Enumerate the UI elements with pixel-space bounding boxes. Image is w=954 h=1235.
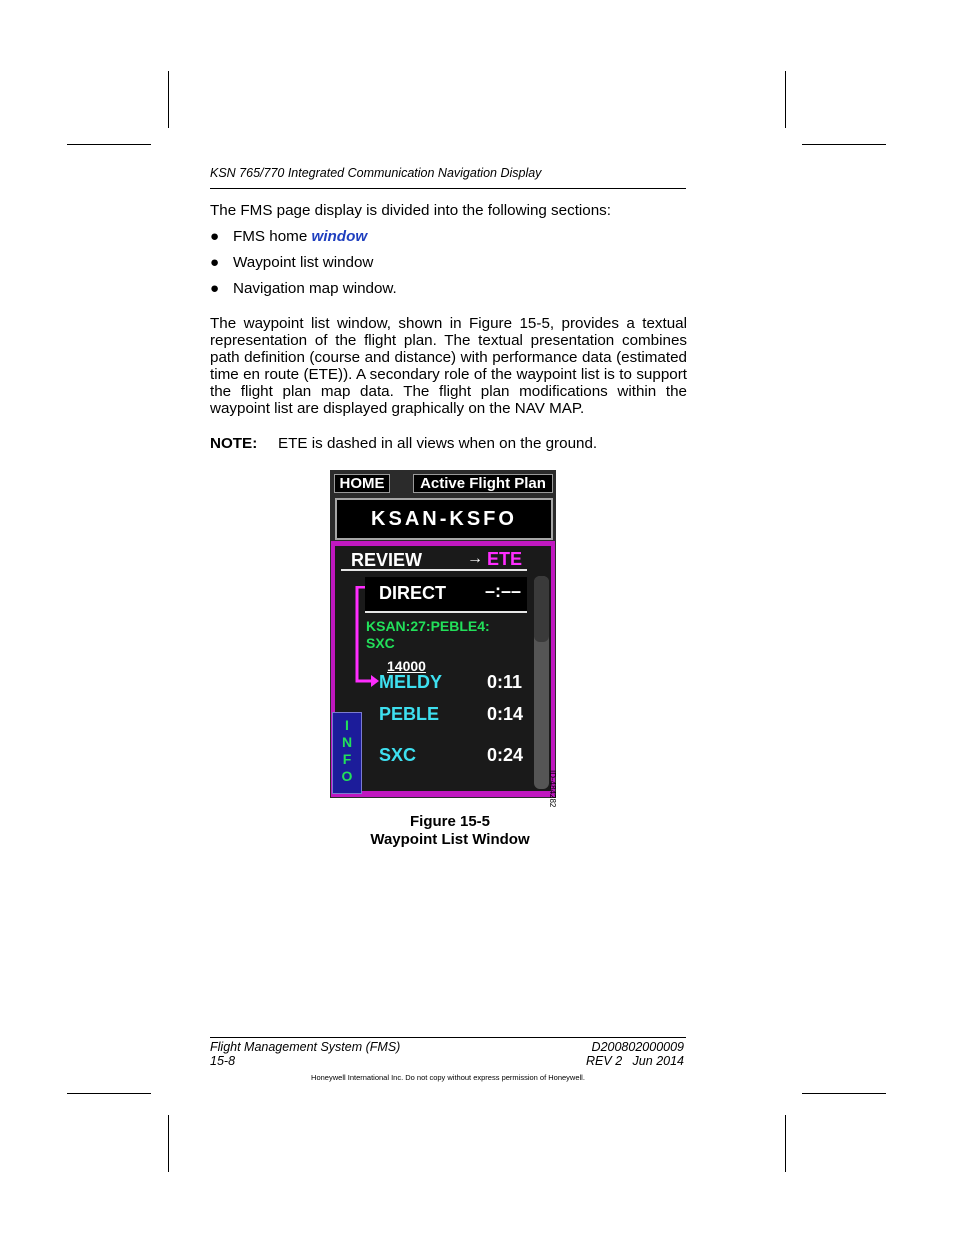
home-tab[interactable]: HOME bbox=[334, 474, 390, 493]
intro-text: The FMS page display is divided into the following sections: bbox=[210, 202, 611, 219]
info-tab[interactable] bbox=[332, 712, 362, 794]
bullet-icon: ● bbox=[210, 228, 220, 245]
revision: REV 2 Jun 2014 bbox=[586, 1054, 684, 1068]
crop-mark bbox=[67, 1093, 151, 1094]
figure-id: ID-484282 bbox=[548, 770, 557, 808]
list-item bbox=[210, 254, 397, 280]
direct-row[interactable] bbox=[365, 577, 527, 613]
procedure-label bbox=[366, 618, 490, 652]
waypoint-list-window bbox=[331, 541, 555, 797]
review-label: REVIEW bbox=[351, 550, 423, 570]
waypoint-list-figure bbox=[330, 470, 556, 798]
page-number: 15-8 bbox=[210, 1054, 236, 1068]
footer-left bbox=[210, 1040, 400, 1068]
route-label: KSAN-KSFO bbox=[371, 508, 517, 530]
list-item bbox=[210, 280, 397, 306]
direct-ete: –:–– bbox=[485, 581, 522, 601]
info-letter: N bbox=[341, 734, 353, 750]
waypoint-ete: 0:11 bbox=[487, 672, 523, 692]
info-letter: F bbox=[342, 751, 352, 767]
active-flight-plan-tab[interactable]: Active Flight Plan bbox=[413, 474, 553, 493]
section-list bbox=[210, 228, 397, 306]
footer-rule bbox=[210, 1037, 686, 1038]
figure-caption bbox=[330, 813, 570, 849]
figure-title: Waypoint List Window bbox=[370, 831, 530, 848]
waypoint-list-body bbox=[335, 546, 551, 791]
crop-mark bbox=[785, 71, 786, 128]
figure-number: Figure 15-5 bbox=[409, 813, 491, 830]
bullet-icon: ● bbox=[210, 280, 220, 297]
footer-right bbox=[540, 1040, 684, 1068]
route-box bbox=[335, 498, 553, 540]
bullet-icon: ● bbox=[210, 254, 220, 271]
footer-section-title: Flight Management System (FMS) bbox=[210, 1040, 401, 1054]
waypoint-description: The waypoint list window, shown in Figure 15-5, provides a textual representation of the flight plan. The textual presentation combines path definition (course and distance) with performance data (estimated time en route (ETE)). A secondary role of the waypoint list is to support the flight plan map data. The flight plan modifications within the waypoint list are displayed graphically on the NAV MAP. bbox=[210, 315, 687, 417]
crop-mark bbox=[168, 71, 169, 128]
note-text: ETE is dashed in all views when on the ground. bbox=[278, 435, 598, 452]
running-header: KSN 765/770 Integrated Communication Navigation Display bbox=[210, 166, 542, 180]
window-link[interactable]: window bbox=[311, 228, 368, 245]
crop-mark bbox=[785, 1115, 786, 1172]
waypoint-name[interactable]: MELDY bbox=[379, 672, 442, 692]
altitude-constraint: 14000 bbox=[387, 658, 426, 674]
crop-mark bbox=[802, 144, 886, 145]
waypoint-name[interactable]: PEBLE bbox=[379, 704, 440, 724]
note bbox=[210, 435, 597, 452]
list-item-text: FMS home bbox=[233, 228, 312, 245]
waypoint-ete: 0:14 bbox=[487, 704, 524, 724]
crop-mark bbox=[802, 1093, 886, 1094]
note-label: NOTE: bbox=[210, 435, 258, 452]
list-item bbox=[210, 228, 397, 254]
info-letter: O bbox=[341, 768, 353, 784]
crop-mark bbox=[67, 144, 151, 145]
scrollbar[interactable] bbox=[534, 576, 549, 789]
info-letter: I bbox=[345, 717, 349, 733]
crop-mark bbox=[168, 1115, 169, 1172]
ete-label[interactable]: ETE bbox=[487, 549, 523, 569]
list-item-text: Navigation map window. bbox=[233, 280, 397, 297]
list-item-text: Waypoint list window bbox=[233, 254, 374, 271]
copyright-notice: Honeywell International Inc. Do not copy without express permission of Honeywell. bbox=[311, 1073, 585, 1082]
direct-label: DIRECT bbox=[379, 583, 446, 603]
waypoint-ete: 0:24 bbox=[487, 745, 524, 765]
document-number: D200802000009 bbox=[591, 1040, 684, 1054]
scrollbar-thumb[interactable] bbox=[534, 576, 549, 642]
header-rule bbox=[210, 188, 686, 189]
procedure-line: KSAN:27:PEBLE4: bbox=[366, 618, 490, 634]
arrow-right-icon: → bbox=[467, 550, 483, 567]
procedure-line: SXC bbox=[366, 635, 395, 651]
review-header bbox=[341, 548, 527, 571]
waypoint-name[interactable]: SXC bbox=[379, 745, 417, 765]
